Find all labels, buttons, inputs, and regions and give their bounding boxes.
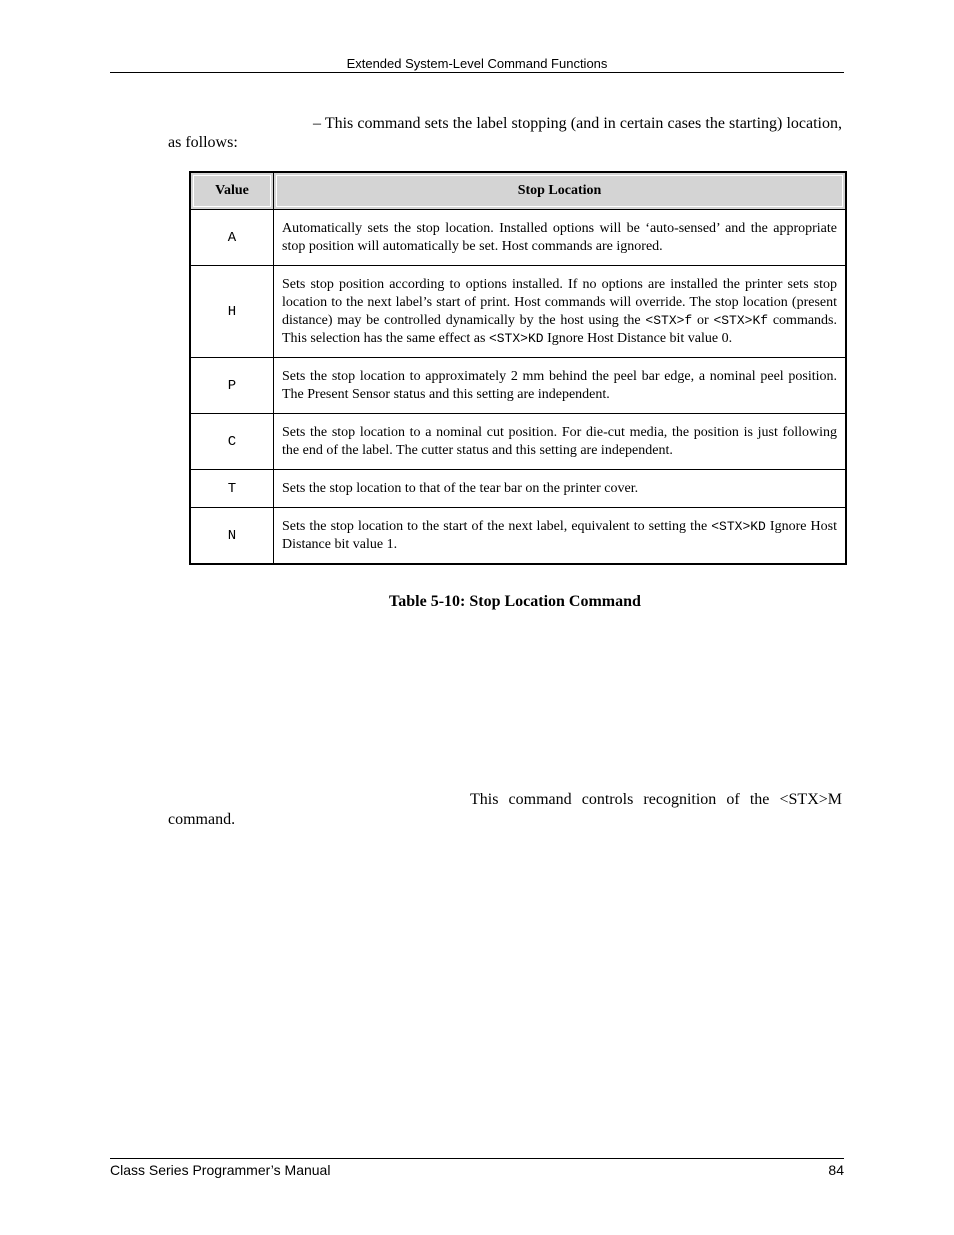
table-row [190, 508, 846, 565]
command-code: <STX>KD [488, 331, 544, 346]
column-header-value: Value [190, 172, 274, 210]
row-value: P [190, 358, 274, 414]
command-code: <STX>f [645, 313, 693, 328]
table-row [190, 266, 846, 358]
row-description: Automatically sets the stop location. Installed options will be ‘auto-sensed’ and the appropriate stop position will automatically be set. Host commands are ignored. [274, 210, 847, 266]
command-code: <STX>KD [711, 519, 766, 534]
table-row [190, 210, 846, 266]
footer [110, 1162, 844, 1178]
stop-location-table [189, 171, 847, 565]
row-value: C [190, 414, 274, 470]
row-description: Sets the stop location to approximately 2 mm behind the peel bar edge, a nominal peel position. The Present Sensor status and this setting are independent. [274, 358, 847, 414]
command-code: <STX>Kf [713, 313, 769, 328]
footer-title: Class Series Programmer’s Manual [110, 1162, 331, 1178]
row-description: Sets the stop location to the start of the next label, equivalent to setting the <STX>KD Ignore Host Distance bit value 1. [274, 508, 847, 565]
table-caption: Table 5-10: Stop Location Command [389, 593, 641, 610]
second-paragraph-line1: This command controls recognition of the <STX>M [470, 791, 842, 808]
page-number: 84 [828, 1162, 844, 1178]
row-description: Sets the stop location to that of the tear bar on the printer cover. [274, 470, 847, 508]
row-value: N [190, 508, 274, 565]
table-row [190, 470, 846, 508]
table-header-row [190, 172, 846, 210]
table-row [190, 358, 846, 414]
row-value: H [190, 266, 274, 358]
row-value: A [190, 210, 274, 266]
row-description: Sets stop position according to options installed. If no options are installed the printer sets stop location to the next label’s start of print. Host commands will override. The stop location (present distance) may be controlled dynamically by the host using the <STX>f or <STX>Kf commands. This selection has the same effect as <STX>KD Ignore Host Distance bit value 0. [274, 266, 847, 358]
running-header: Extended System-Level Command Functions [346, 56, 608, 71]
row-value: T [190, 470, 274, 508]
column-header-stop-location: Stop Location [274, 172, 847, 210]
table-row [190, 414, 846, 470]
second-paragraph-line2: command. [168, 811, 236, 828]
footer-rule [110, 1158, 844, 1159]
intro-paragraph: – This command sets the label stopping (and in certain cases the starting) location, as follows: [168, 115, 842, 151]
header-rule [110, 72, 844, 73]
row-description: Sets the stop location to a nominal cut position. For die-cut media, the position is just following the end of the label. The cutter status and this setting are independent. [274, 414, 847, 470]
